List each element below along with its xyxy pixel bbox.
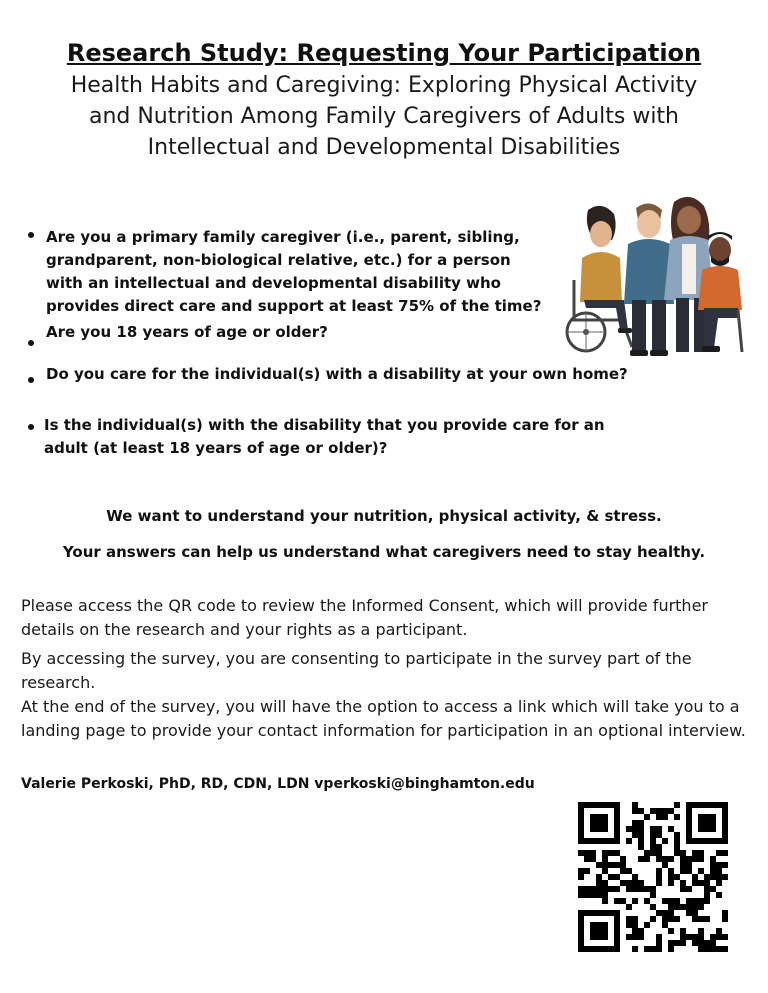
bullet-icon — [28, 424, 34, 430]
page-title: Research Study: Requesting Your Participation — [66, 39, 702, 67]
question-adult: Is the individual(s) with the disability that you provide care for an adult (at least 18 years of age or older)? — [44, 416, 605, 457]
contact-line: Valerie Perkoski, PhD, RD, CDN, LDN vperkoski@binghamton.edu — [21, 776, 535, 792]
question-caregiver: Are you a primary family caregiver (i.e., parent, sibling, grandparent, non-biological relative, etc.) for a person with an intellectual and developmental disability who provides direct care and support at least 75% of the time? — [46, 228, 542, 315]
qr-code-icon[interactable] — [578, 802, 728, 952]
consent-paragraph: Please access the QR code to review the Informed Consent, which will provide further details on the research and your rights as a participant. — [21, 596, 708, 639]
help-statement: Your answers can help us understand what caregivers need to stay healthy. — [62, 543, 706, 561]
question-home-care: Do you care for the individual(s) with a disability at your own home? — [46, 365, 628, 383]
interview-paragraph: At the end of the survey, you will have the option to access a link which will take you to a landing page to provide your contact information for participation in an optional interview. — [21, 697, 746, 740]
bullet-icon — [28, 377, 34, 383]
question-age: Are you 18 years of age or older? — [46, 323, 328, 341]
survey-paragraph: By accessing the survey, you are consenting to participate in the survey part of the research. — [21, 649, 692, 692]
family-caregivers-illustration — [562, 192, 744, 364]
study-subtitle: Health Habits and Caregiving: Exploring Physical Activity and Nutrition Among Family Caregivers of Adults with Intellectual and Developmental Disabilities — [70, 73, 698, 160]
understand-statement: We want to understand your nutrition, physical activity, & stress. — [106, 507, 662, 525]
bullet-icon — [28, 340, 34, 346]
bullet-icon — [28, 232, 34, 238]
